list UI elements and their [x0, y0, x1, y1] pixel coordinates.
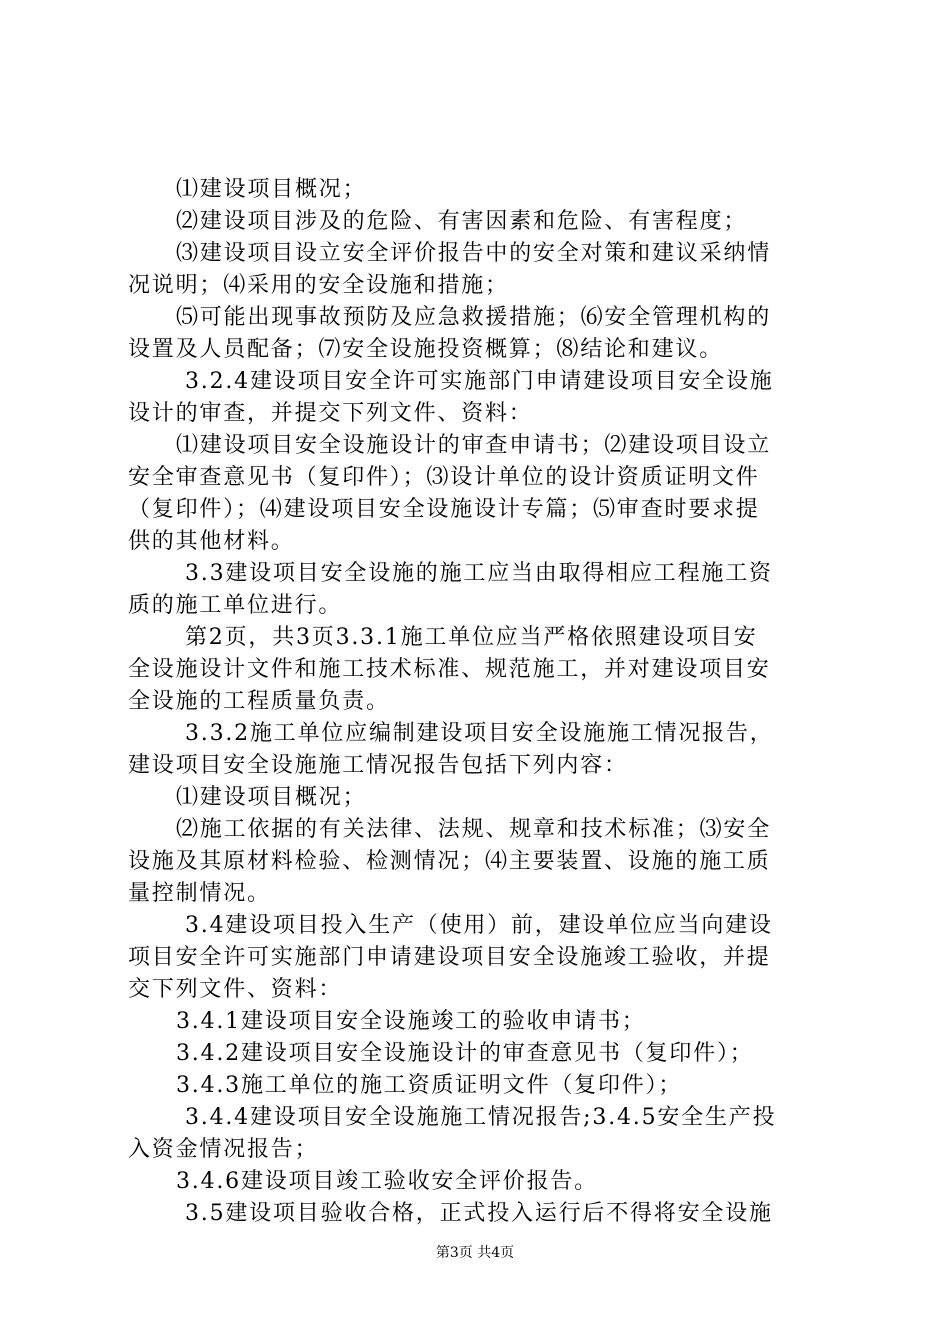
text-line: 项目安全许可实施部门申请建设项目安全设施竣工验收，并提	[128, 945, 771, 970]
text-line: 交下列文件、资料：	[128, 977, 343, 1002]
text-line: 3.2.4建设项目安全许可实施部门申请建设项目安全设施	[185, 369, 774, 394]
text-line: 3.4.2建设项目安全设施设计的审查意见书（复印件）；	[176, 1041, 754, 1066]
text-line: 3.4.6建设项目竣工验收安全评价报告。	[176, 1169, 598, 1194]
text-line: 入资金情况报告；	[128, 1137, 319, 1162]
text-line: 设计的审查，并提交下列文件、资料：	[128, 401, 533, 426]
text-line: 3.4.4建设项目安全设施施工情况报告;3.4.5安全生产投	[185, 1105, 777, 1130]
text-line: 3.4建设项目投入生产（使用）前，建设单位应当向建设	[185, 913, 773, 938]
text-line: ⑴建设项目安全设施设计的审查申请书；⑵建设项目设立	[176, 433, 772, 458]
text-line: ⑴建设项目概况；	[176, 785, 367, 810]
text-line: 况说明；⑷采用的安全设施和措施；	[128, 273, 509, 298]
text-line: ⑶建设项目设立安全评价报告中的安全对策和建议采纳情	[176, 241, 772, 266]
text-line: 安全审查意见书（复印件）；⑶设计单位的设计资质证明文件	[128, 465, 760, 490]
text-line: 供的其他材料。	[128, 529, 295, 554]
text-line: 3.4.1建设项目安全设施竣工的验收申请书；	[176, 1009, 646, 1034]
text-line: 全设施设计文件和施工技术标准、规范施工，并对建设项目安	[128, 657, 771, 682]
text-line: （复印件）；⑷建设项目安全设施设计专篇；⑸审查时要求提	[128, 497, 760, 522]
text-line: ⑸可能出现事故预防及应急救援措施；⑹安全管理机构的	[176, 305, 772, 330]
page-footer: 第3页 共4页	[435, 1245, 515, 1261]
text-line: 全设施的工程质量负责。	[128, 689, 390, 714]
text-line: 量控制情况。	[128, 881, 271, 906]
text-line: 设施及其原材料检验、检测情况；⑷主要装置、设施的施工质	[128, 849, 771, 874]
text-line: 3.3建设项目安全设施的施工应当由取得相应工程施工资	[185, 561, 773, 586]
text-line: ⑵施工依据的有关法律、法规、规章和技术标准；⑶安全	[176, 817, 772, 842]
text-line: 3.5建设项目验收合格，正式投入运行后不得将安全设施	[185, 1201, 773, 1226]
text-line: 第2页，共3页3.3.1施工单位应当严格依照建设项目安	[185, 625, 758, 650]
text-line: 质的施工单位进行。	[128, 593, 343, 618]
text-line: 建设项目安全设施施工情况报告包括下列内容：	[128, 753, 628, 778]
text-line: 3.3.2施工单位应编制建设项目安全设施施工情况报告，	[185, 721, 774, 746]
text-line: ⑴建设项目概况；	[176, 177, 367, 202]
text-line: ⑵建设项目涉及的危险、有害因素和危险、有害程度；	[176, 209, 748, 234]
text-line: 3.4.3施工单位的施工资质证明文件（复印件）；	[176, 1073, 683, 1098]
text-line: 设置及人员配备；⑺安全设施投资概算；⑻结论和建议。	[128, 337, 724, 362]
